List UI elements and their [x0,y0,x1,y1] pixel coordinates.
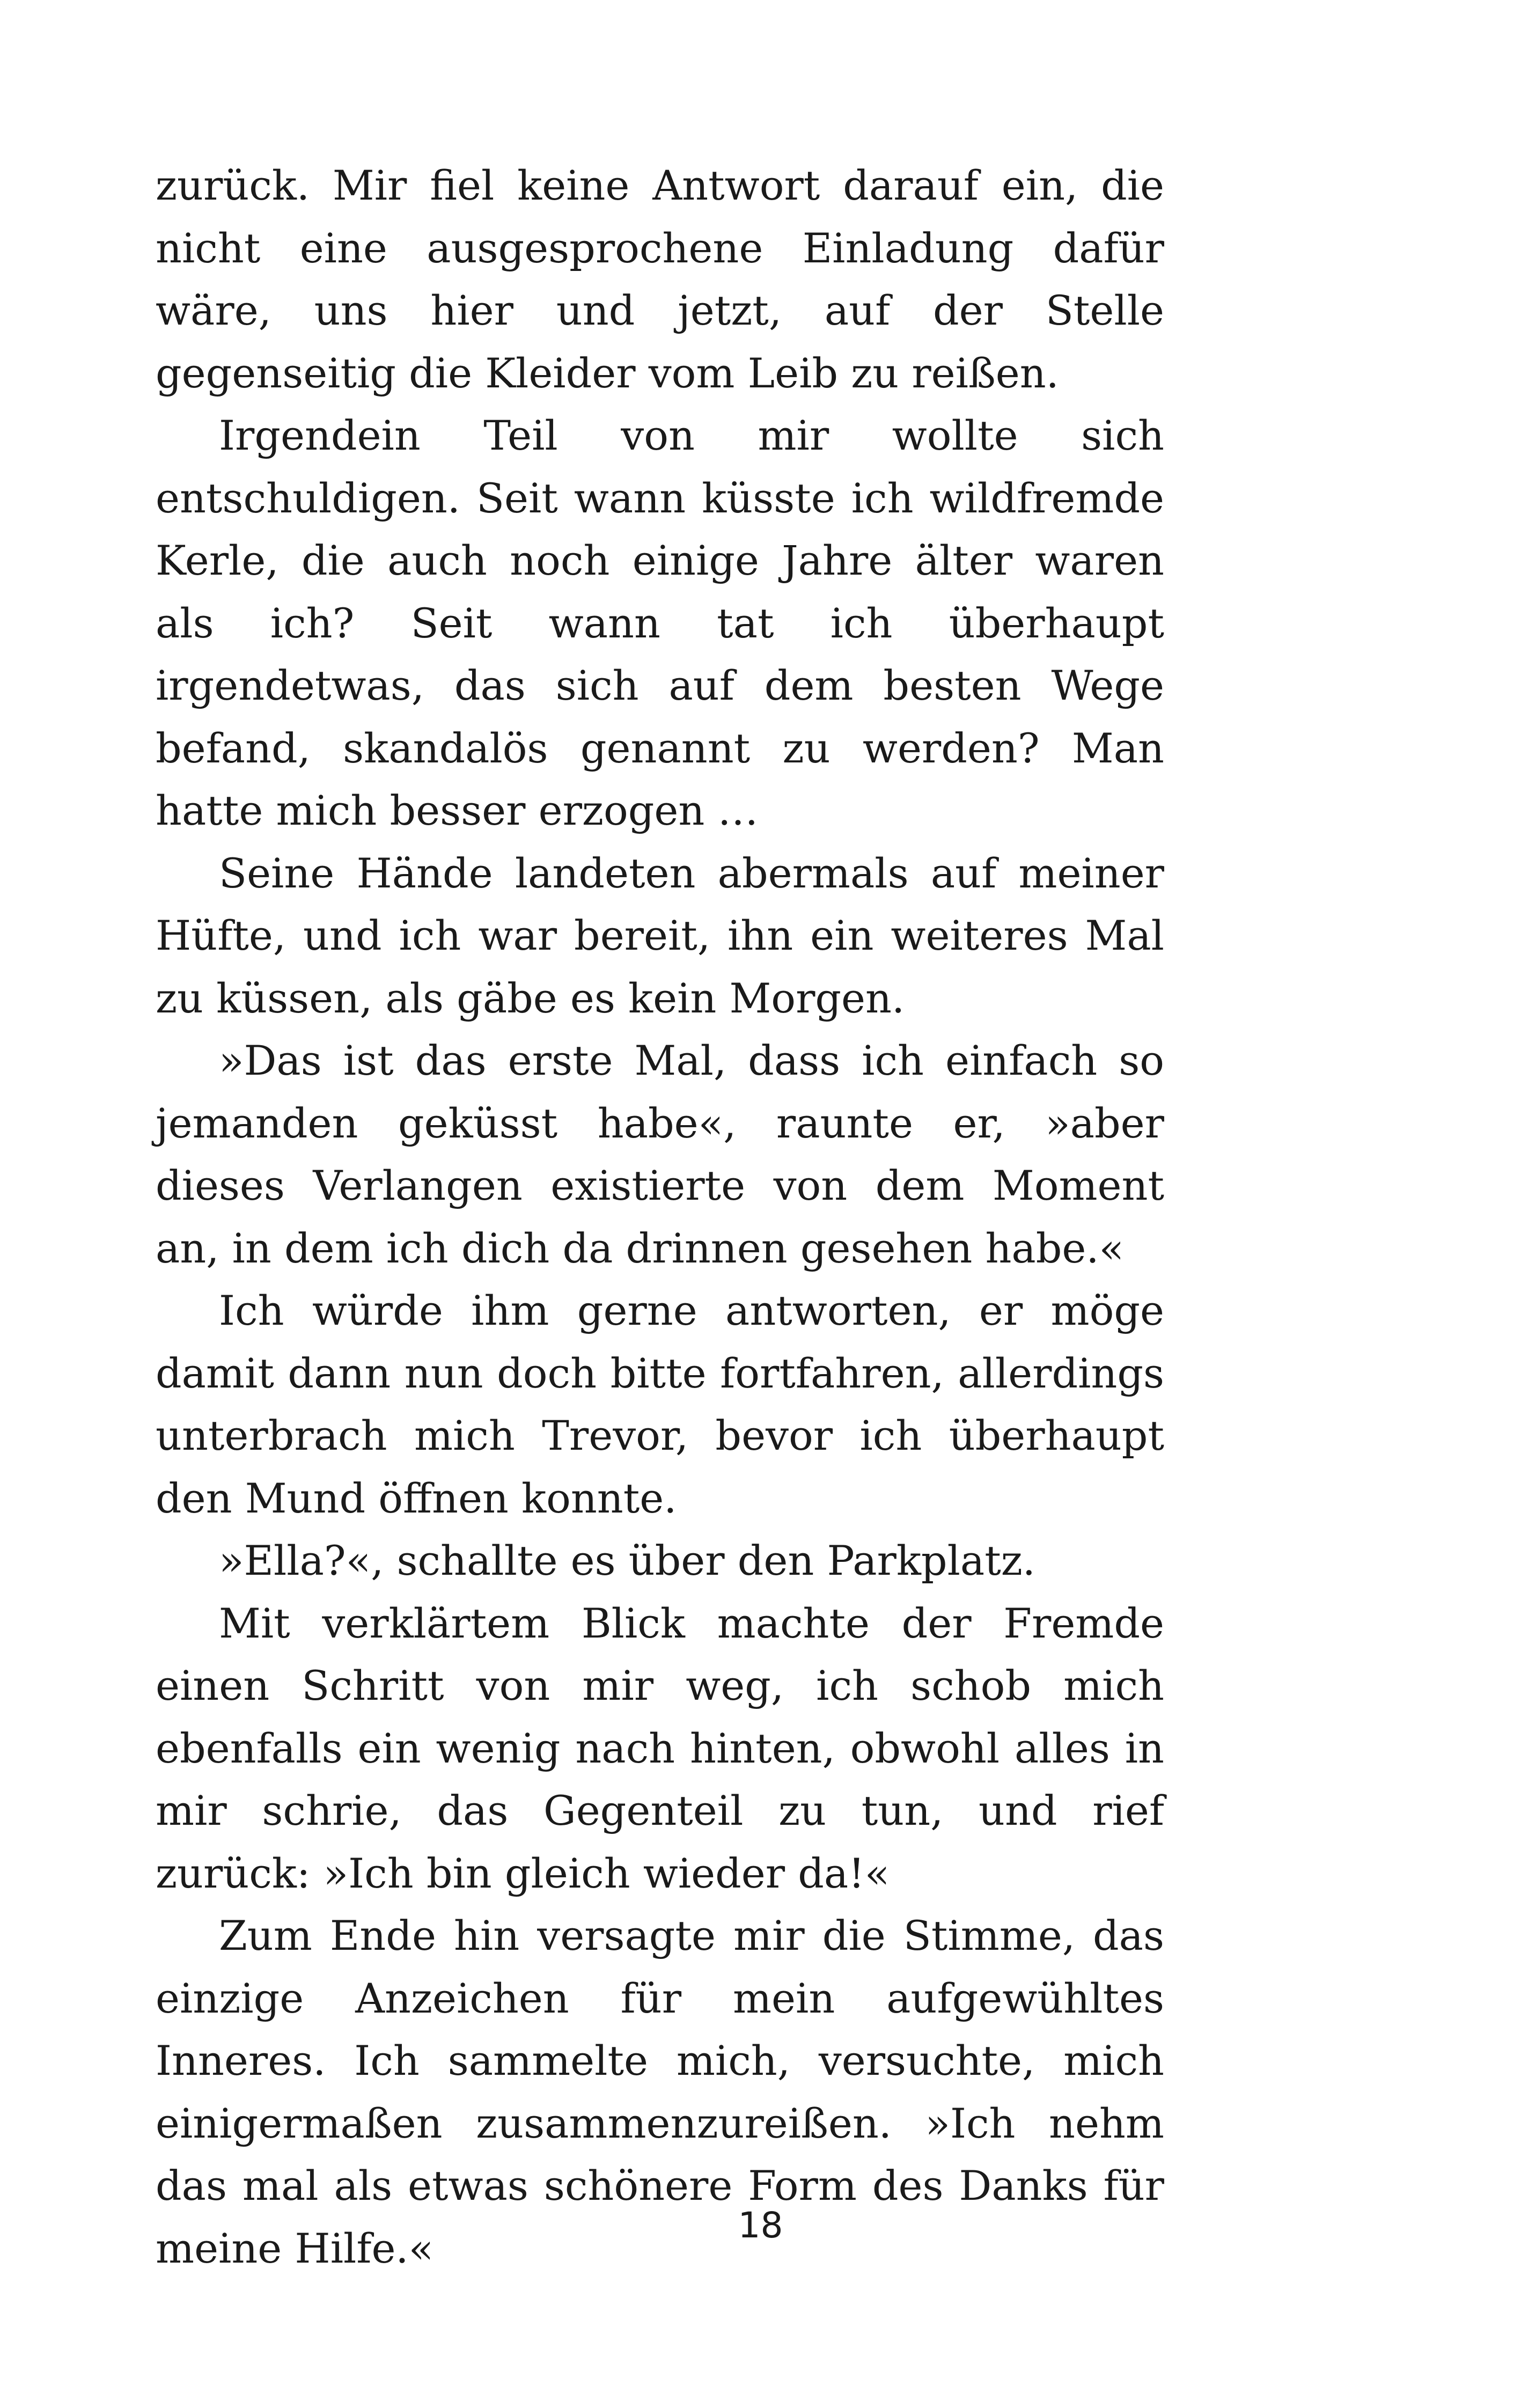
paragraph: »Ella?«, schallte es über den Parkplatz. [219,1537,1035,1584]
paragraph: »Das ist das erste Mal, dass ich einfach so jemanden geküsst habe«, raunte er, »aber dieses Verlangen existierte von dem Moment an, in dem ich dich da drinnen gesehen habe.« [156,1037,1164,1272]
paragraph: Seine Hände landeten abermals auf meiner Hüfte, und ich war bereit, ihn ein weiteres Mal zu küssen, als gäbe es kein Morgen. [156,849,1164,1022]
paragraph: Zum Ende hin versagte mir die Stimme, das einzige Anzeichen für mein aufgewühltes Inneres. Ich sammelte mich, versuchte, mich einigermaßen zusammenzureißen. »Ich nehm das mal als etwas schönere Form des Danks für meine Hilfe.« [156,1912,1164,2272]
paragraph: Irgendein Teil von mir wollte sich entschuldigen. Seit wann küsste ich wildfremde Kerle, die auch noch einige Jahre älter waren als ich? Seit wann tat ich überhaupt irgendetwas, das sich auf dem besten Wege befand, skandalös genannt zu werden? Man hatte mich besser erzogen … [156,412,1164,834]
paragraph: zurück. Mir fiel keine Antwort darauf ein, die nicht eine ausgesprochene Einladung dafür wäre, uns hier und jetzt, auf der Stelle gegenseitig die Kleider vom Leib zu reißen. [156,161,1164,397]
body-text [156,155,1164,2280]
paragraph: Ich würde ihm gerne antworten, er möge damit dann nun doch bitte fortfahren, allerdings unterbrach mich Trevor, bevor ich überhaupt den Mund öffnen konnte. [156,1287,1164,1522]
paragraph: Mit verklärtem Blick machte der Fremde einen Schritt von mir weg, ich schob mich ebenfalls ein wenig nach hinten, obwohl alles in mir schrie, das Gegenteil zu tun, und rief zurück: »Ich bin gleich wieder da!« [156,1599,1164,1897]
page-number: 18 [738,2205,783,2246]
